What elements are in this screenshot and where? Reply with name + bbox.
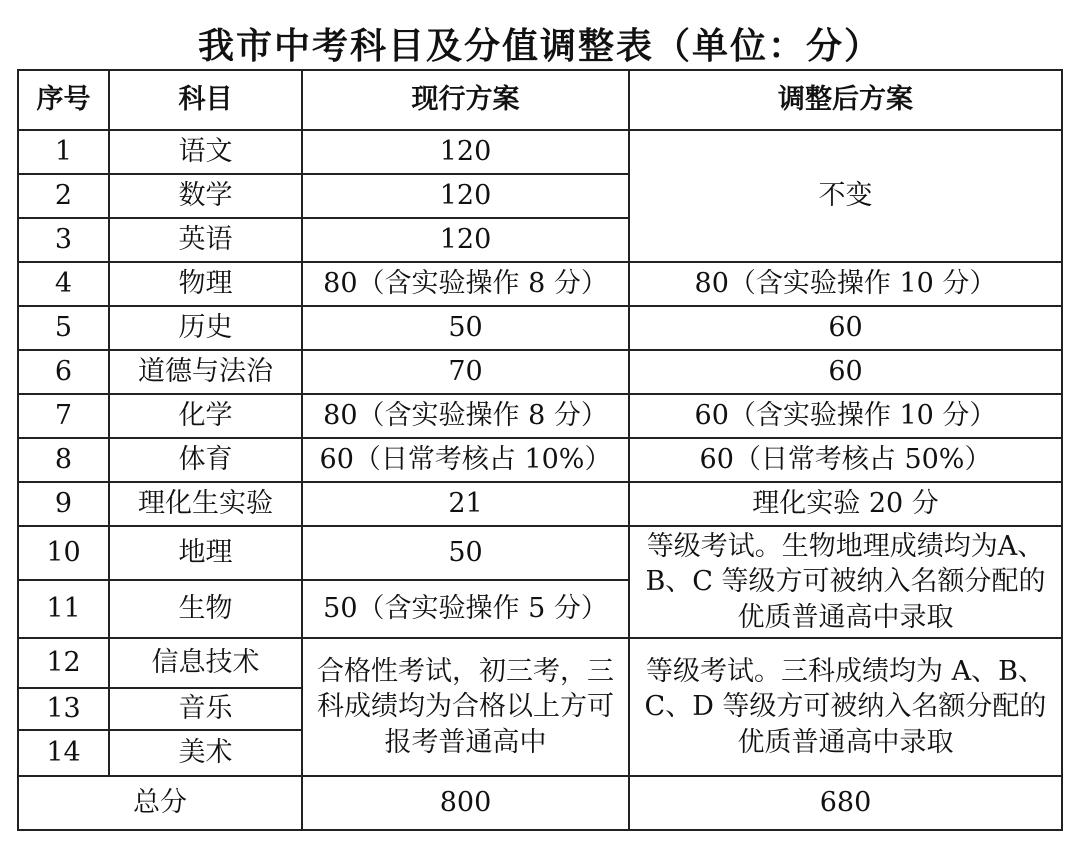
total-label: 总分 [18,776,302,830]
row-subject: 物理 [109,262,302,306]
row-current: 50 [302,526,629,580]
row-current: 50 [302,306,629,350]
row-subject: 美术 [109,730,302,776]
row-index: 5 [18,306,109,350]
row-adjusted: 60（日常考核占 50%） [629,438,1062,482]
row-subject: 化学 [109,394,302,438]
row-current: 60（日常考核占 10%） [302,438,629,482]
row-index: 11 [18,580,109,638]
row-adjusted: 60（含实验操作 10 分） [629,394,1062,438]
table-row [18,482,1062,526]
row-index: 7 [18,394,109,438]
table-title: 我市中考科目及分值调整表（单位：分） [197,26,882,67]
row-subject: 生物 [109,580,302,638]
table-row [18,130,1062,174]
total-current: 800 [302,776,629,830]
table-row [18,306,1062,350]
table-row [18,638,1062,688]
table-row [18,350,1062,394]
row-subject: 历史 [109,306,302,350]
merged-geo-bio-adjusted-cell: 等级考试。生物地理成绩均为A、B、C 等级方可被纳入名额分配的优质普通高中录取 [629,526,1062,638]
header-index: 序号 [18,70,109,130]
row-index: 9 [18,482,109,526]
row-subject: 语文 [109,130,302,174]
row-index: 6 [18,350,109,394]
header-row [18,70,1062,130]
total-adjusted: 680 [629,776,1062,830]
total-row [18,776,1062,830]
table-row [18,394,1062,438]
row-current: 21 [302,482,629,526]
row-adjusted: 80（含实验操作 10 分） [629,262,1062,306]
row-adjusted: 60 [629,306,1062,350]
table-row [18,262,1062,306]
row-current: 80（含实验操作 8 分） [302,394,629,438]
table-row [18,526,1062,580]
row-current: 120 [302,130,629,174]
merged-arts-current-cell: 合格性考试，初三考，三科成绩均为合格以上方可报考普通高中 [302,638,629,776]
row-index: 1 [18,130,109,174]
merged-unchanged-cell: 不变 [629,130,1062,262]
row-subject: 英语 [109,218,302,262]
row-subject: 道德与法治 [109,350,302,394]
row-current: 120 [302,174,629,218]
row-index: 14 [18,730,109,776]
row-subject: 体育 [109,438,302,482]
row-index: 3 [18,218,109,262]
table-row [18,438,1062,482]
row-index: 4 [18,262,109,306]
row-index: 2 [18,174,109,218]
row-index: 12 [18,638,109,688]
row-subject: 理化生实验 [109,482,302,526]
row-subject: 信息技术 [109,638,302,688]
row-subject: 音乐 [109,688,302,730]
row-current: 70 [302,350,629,394]
row-current: 120 [302,218,629,262]
row-adjusted: 理化实验 20 分 [629,482,1062,526]
header-adjusted: 调整后方案 [629,70,1062,130]
row-index: 13 [18,688,109,730]
row-adjusted: 60 [629,350,1062,394]
row-current: 50（含实验操作 5 分） [302,580,629,638]
row-index: 8 [18,438,109,482]
header-current: 现行方案 [302,70,629,130]
merged-arts-adjusted-cell: 等级考试。三科成绩均为 A、B、C、D 等级方可被纳入名额分配的优质普通高中录取 [629,638,1062,776]
row-current: 80（含实验操作 8 分） [302,262,629,306]
header-subject: 科目 [109,70,302,130]
row-subject: 数学 [109,174,302,218]
row-subject: 地理 [109,526,302,580]
row-index: 10 [18,526,109,580]
score-table [17,69,1063,831]
